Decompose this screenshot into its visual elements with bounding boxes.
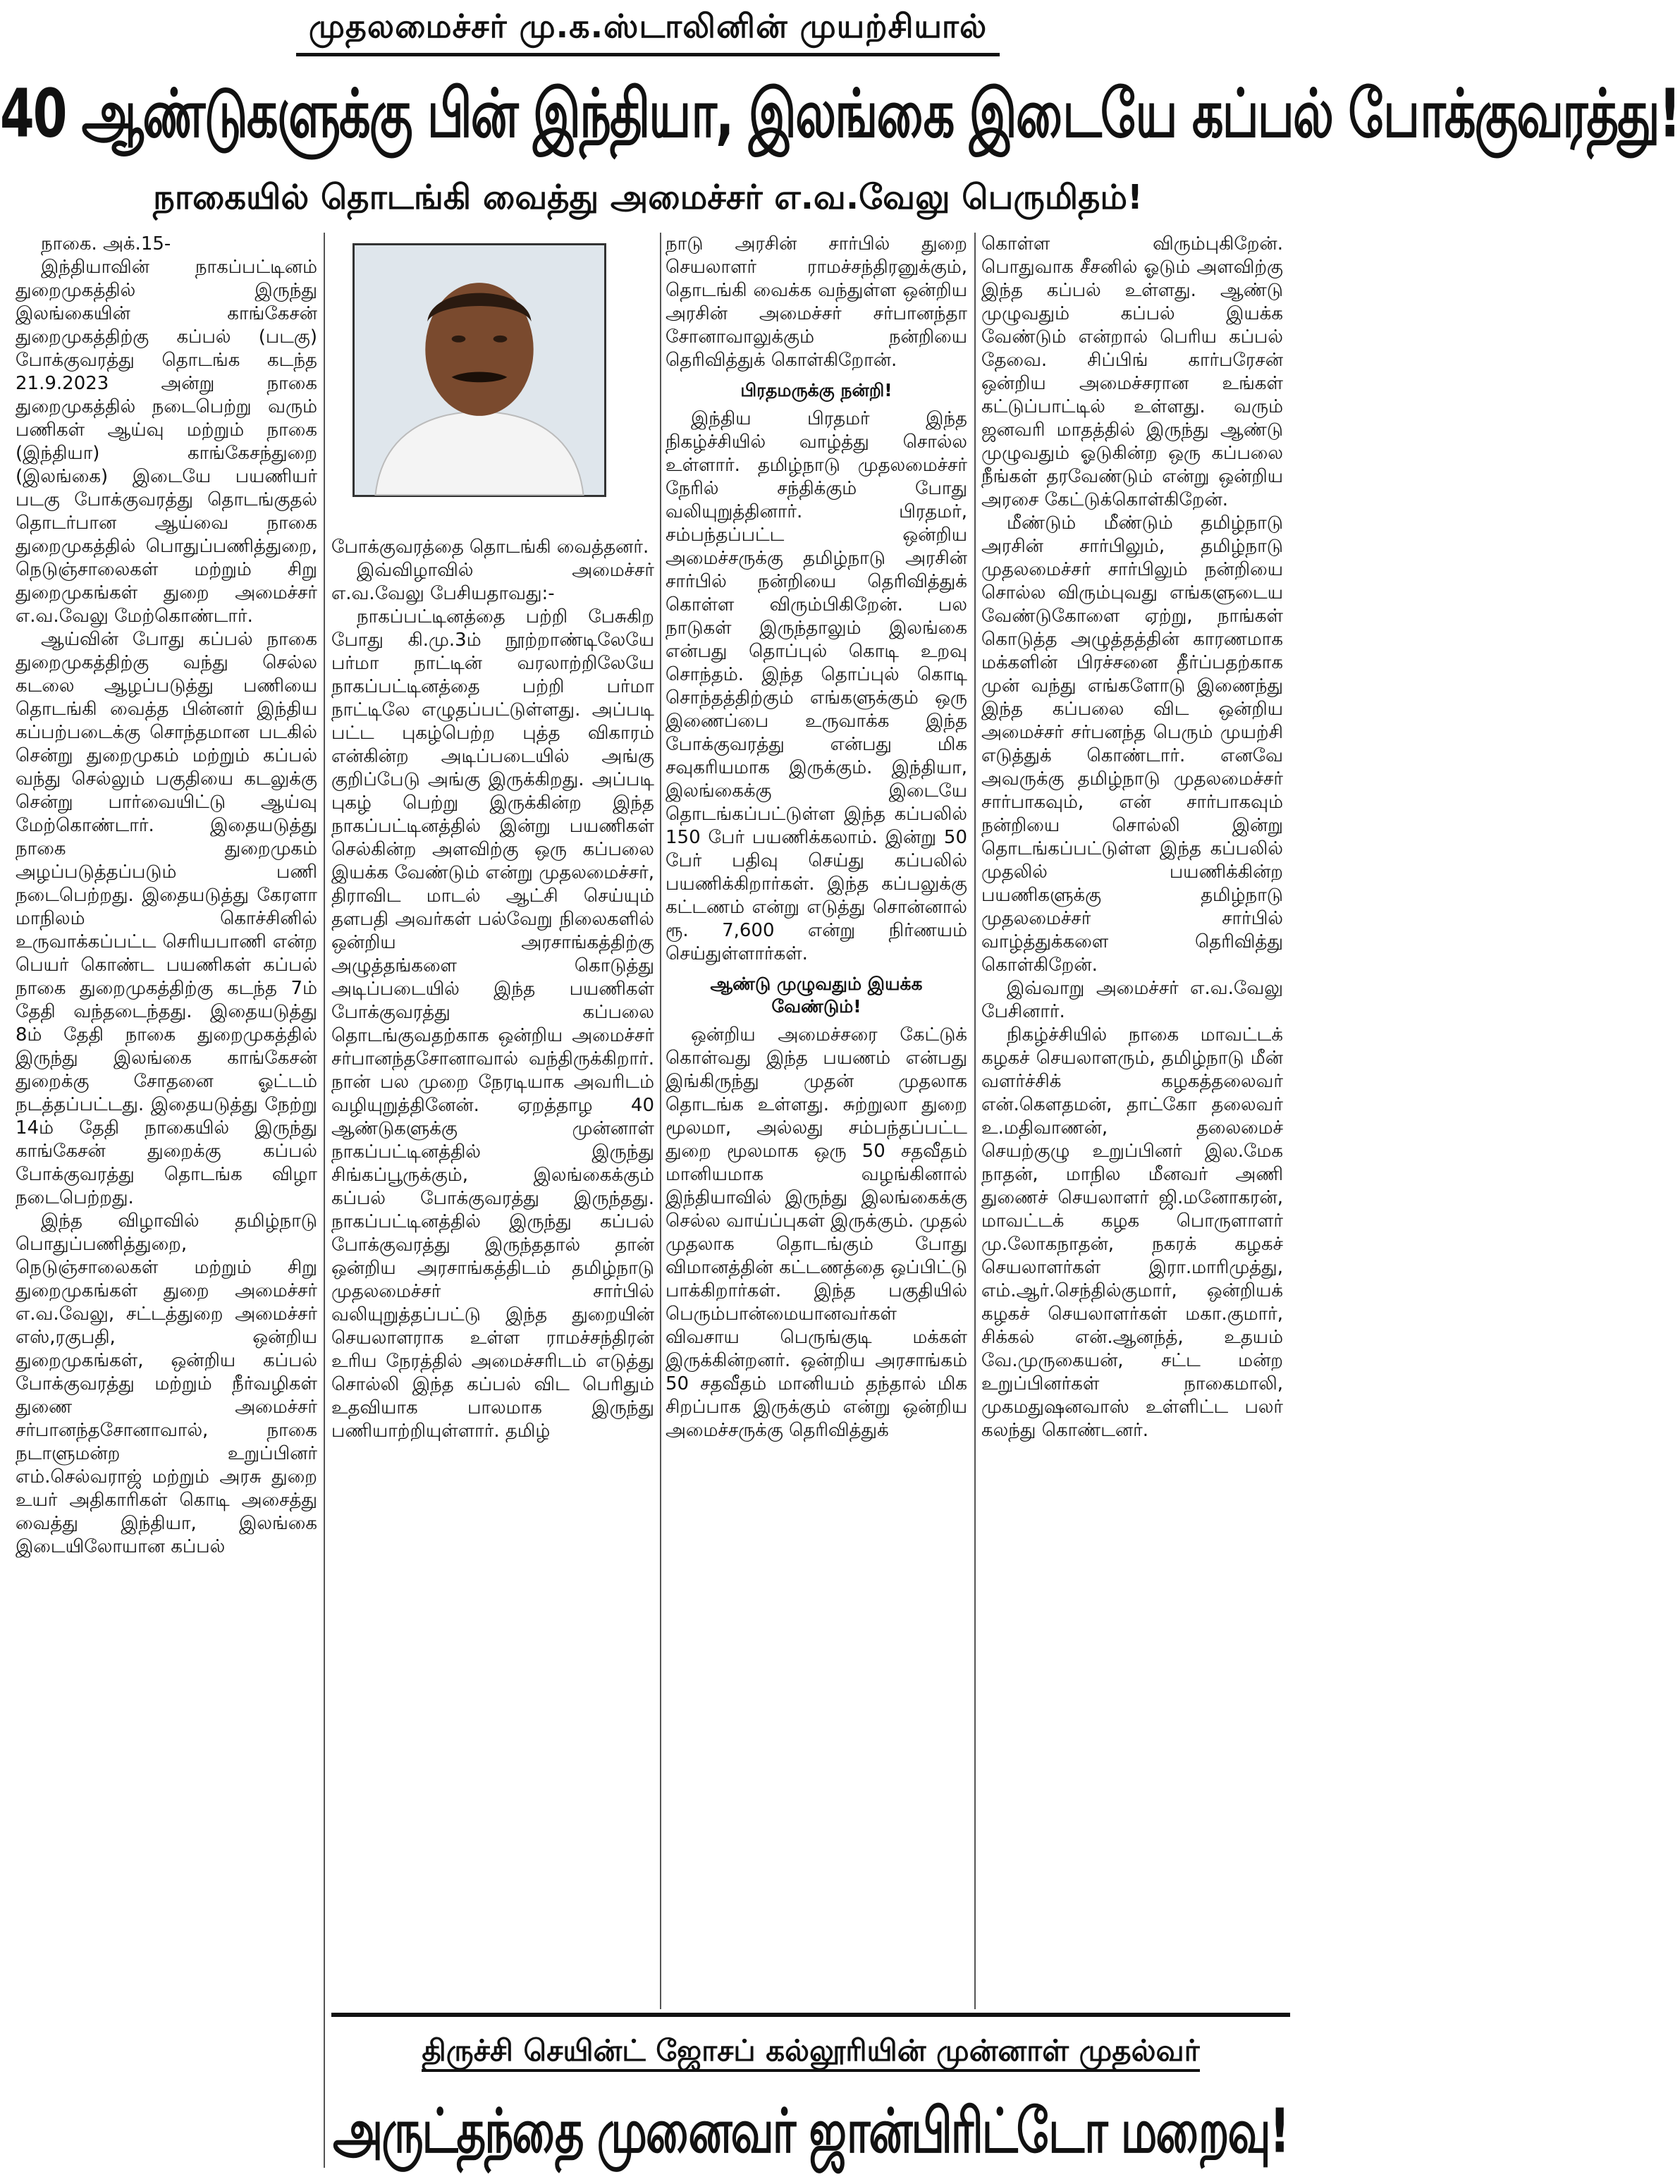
paragraph: கொள்ள விரும்புகிறேன். பொதுவாக சீசனில் ஓடும் அளவிற்கு இந்த கப்பல் உள்ளது. ஆண்டு முழுவதும் கப்பல் இயக்க வேண்டும் என்றால் பெரிய கப்பல் தேவை. சிப்பிங் கார்பரேசன் ஒன்றிய அமைச்சரான உங்கள் கட்டுப்பாட்டில் உள்ளது. வரும் ஜனவரி மாதத்தில் இருந்து ஆண்டு முழுவதும் ஓடுகின்ற ஒரு கப்பலை நீங்கள் தரவேண்டும் என்று ஒன்றிய அரசை கேட்டுக்கொள்கிறேன். [981, 233, 1283, 510]
paragraph: இந்த விழாவில் தமிழ்நாடு பொதுப்பணித்துறை, நெடுஞ்சாலைகள் மற்றும் சிறு துறைமுகங்கள் துறை அமைச்சர் எ.வ.வேலு, சட்டத்துறை அமைச்சர் எஸ்,ரகுபதி, ஒன்றிய துறைமுகங்கள், ஒன்றிய கப்பல் போக்குவரத்து மற்றும் நீர்வழிகள் துணை அமைச்சர் சர்பானந்தசோனாவால், நாகை நடாளுமன்ற உறுப்பினர் எம்.செல்வராஜ் மற்றும் அரசு துறை உயர் அதிகாரிகள் கொடி அசைத்து வைத்து இந்தியா, இலங்கை இடையிலோயான கப்பல் [16, 1210, 317, 1557]
paragraph: மீண்டும் மீண்டும் தமிழ்நாடு அரசின் சார்பிலும், தமிழ்நாடு முதலமைச்சர் சார்பிலும் நன்றியை சொல்ல விரும்புவது எங்களுடைய வேண்டுகோளை ஏற்று, நாங்கள் கொடுத்த அழுத்தத்தின் காரணமாக மக்களின் பிரச்சனை தீர்ப்பதற்காக முன் வந்து எங்களோடு இணைந்து இந்த கப்பலை விட ஒன்றிய அமைச்சர் சர்பனந்த பெரும் முயற்சி எடுத்துக் கொண்டார். எனவே அவருக்கு தமிழ்நாடு முதலமைச்சர் சார்பாகவும், என் சார்பாகவும் நன்றியை சொல்லி இன்று தொடங்கப்பட்டுள்ள இந்த கப்பலில் முதலில் பயணிக்கின்ற பயணிகளுக்கு தமிழ்நாடு முதலமைச்சர் சார்பில் வாழ்த்துக்களை தெரிவித்து கொள்கிறேன். [981, 513, 1283, 976]
column-divider [974, 233, 976, 2009]
paragraph: இவ்வாறு அமைச்சர் எ.வ.வேலு பேசினார். [981, 978, 1283, 1022]
paragraph: ஒன்றிய அமைச்சரை கேட்டுக் கொள்வது இந்த பயணம் என்பது இங்கிருந்து முதன் முதலாக தொடங்க உள்ளது. சுற்றுலா துறை மூலமா, அல்லது சம்பந்தப்பட்ட துறை மூலமாக ஒரு 50 சதவீதம் மானியமாக வழங்கினால் இந்தியாவில் இருந்து இலங்கைக்கு செல்ல வாய்ப்புகள் இருக்கும். முதல் முதலாக தொடங்கும் போது விமானத்தின் கட்டணத்தை ஒப்பிட்டு பாக்கிறார்கள். இந்த பகுதியில் பெரும்பான்மையானவர்கள் விவசாய பெருங்குடி மக்கள் இருக்கின்றனர். ஒன்றிய அரசாங்கம் 50 சதவீதம் மானியம் தந்தால் மிக சிறப்பாக இருக்கும் என்று ஒன்றிய அமைச்சருக்கு தெரிவித்துக் [666, 1024, 967, 1441]
paragraph: இந்திய பிரதமர் இந்த நிகழ்ச்சியில் வாழ்த்து சொல்ல உள்ளார். தமிழ்நாடு முதலமைச்சர் நேரில் சந்திக்கும் போது வலியுறுத்தினார். பிரதமர், சம்பந்தப்பட்ட ஒன்றிய அமைச்சருக்கு தமிழ்நாடு அரசின் சார்பில் நன்றியை தெரிவித்துக் கொள்ள விரும்பிகிறேன். பல நாடுகள் இருந்தாலும் இலங்கை என்பது தொப்புல் கொடி உறவு சொந்தம். இந்த தொப்புல் கொடி சொந்தத்திற்கும் எங்களுக்கும் ஒரு இணைப்பை உருவாக்க இந்த போக்குவரத்து என்பது மிக சவுகரியமாக இருக்கும். இந்தியா, இலங்கைக்கு இடையே தொடங்கப்பட்டுள்ள இந்த கப்பலில் 150 பேர் பயணிக்கலாம். இன்று 50 பேர் பதிவு செய்து கப்பலில் பயணிக்கிறார்கள். இந்த கப்பலுக்கு கட்டணம் என்று எடுத்து சொன்னால் ரூ. 7,600 என்று நிர்ணயம் செய்துள்ளார்கள். [666, 408, 967, 964]
headline: 40 ஆண்டுகளுக்கு பின் இந்தியா, இலங்கை இடையே கப்பல் போக்குவரத்து! [0, 74, 1680, 153]
second-story-headline: அருட்தந்தை முனைவர் ஜான்பிரிட்டோ மறைவு! [333, 2097, 1289, 2167]
dateline: நாகை. அக்.15- [41, 233, 171, 254]
paragraph: நிகழ்ச்சியில் நாகை மாவட்டக் கழகச் செயலாளரும், தமிழ்நாடு மீன் வளர்ச்சிக் கழகத்தலைவர் என்.கௌதமன், தாட்கோ தலைவர் உ.மதிவாணன், தலைமைச் செயற்குழு உறுப்பினர் இல.மேக நாதன், மாநில மீனவர் அணி துணைச் செயலாளர் ஜி.மனோகரன், மாவட்டக் கழக பொருளாளர் மு.லோகநாதன், நகரக் கழகச் செயலாளர்கள் இரா.மாரிமுத்து, எம்.ஆர்.செந்தில்குமார், ஒன்றியக் கழகச் செயலாளர்கள் மகா.குமார், சிக்கல் என்.ஆனந்த், உதயம் வே.முருகையன், சட்ட மன்ற உறுப்பினர்கள் நாகைமாலி, முகமதுஷனவாஸ் உள்ளிட்ட பலர் கலந்து கொண்டனர். [981, 1024, 1283, 1441]
paragraph: நாடு அரசின் சார்பில் துறை செயலாளர் ராமச்சந்திரனுக்கும், தொடங்கி வைக்க வந்துள்ள ஒன்றிய அரசின் அமைச்சர் சர்பானந்தா சோனாவாலுக்கும் நன்றியை தெரிவித்துக் கொள்கிறோன். [666, 233, 967, 371]
paragraph: இந்தியாவின் நாகப்பட்டினம் துறைமுகத்தில் இருந்து இலங்கையின் காங்கேசன் துறைமுகத்திற்கு கப்பல் (படகு) போக்குவரத்து தொடங்க கடந்த 21.9.2023 அன்று நாகை துறைமுகத்தில் நடைபெற்று வரும் பணிகள் ஆய்வு மற்றும் நாகை (இந்தியா) காங்கேசந்துறை (இலங்கை) இடையே பயணியர் படகு போக்குவரத்து தொடங்குதல் தொடர்பான ஆய்வை நாகை துறைமுகத்தில் பொதுப்பணித்துறை, நெடுஞ்சாலைகள் மற்றும் சிறு துறைமுகங்கள் துறை அமைச்சர் எ.வ.வேலு மேற்கொண்டார். [16, 257, 317, 627]
kicker: முதலமைச்சர் மு.க.ஸ்டாலினின் முயற்சியால் [296, 7, 1000, 56]
article-column-3 [666, 233, 967, 2016]
section-subheading: ஆண்டு முழுவதும் இயக்க வேண்டும்! [710, 974, 923, 1017]
paragraph: ஆய்வின் போது கப்பல் நாகை துறைமுகத்திற்கு வந்து செல்ல கடலை ஆழப்படுத்து பணியை தொடங்கி வைத்த பின்னர் இந்திய கப்பற்படைக்கு சொந்தமான படகில் சென்று துறைமுகம் மற்றும் கப்பல் வந்து செல்லும் பகுதியை கடலுக்கு சென்று பார்வையிட்டு ஆய்வு மேற்கொண்டார். இதையடுத்து நாகை துறைமுகம் அழப்படுத்தப்படும் பணி நடைபெற்றது. இதையடுத்து கேரளா மாநிலம் கொச்சினில் உருவாக்கப்பட்ட செரியபாணி என்ற பெயர் கொண்ட பயணிகள் கப்பல் நாகை துறைமுகத்திற்கு கடந்த 7ம் தேதி வந்தடைந்தது. இதையடுத்து 8ம் தேதி நாகை துறைமுகத்தில் இருந்து இலங்கை காங்கேசன் துறைக்கு சோதனை ஓட்டம் நடத்தப்பட்டது. இதையடுத்து நேற்று 14ம் தேதி நாகையில் இருந்து காங்கேசன் துறைக்கு கப்பல் போக்குவரத்து தொடங்க விழா நடைபெற்றது. [16, 629, 317, 1208]
subheadline: நாகையில் தொடங்கி வைத்து அமைச்சர் எ.வ.வேலு பெருமிதம்! [153, 178, 1143, 217]
column-divider [660, 233, 661, 2009]
section-subheading: பிரதமருக்கு நன்றி! [740, 380, 893, 400]
second-story-subhead-wrap [331, 2030, 1290, 2072]
article-column-2 [331, 536, 654, 2006]
article-column-4 [981, 233, 1283, 2016]
paragraph: நாகப்பட்டினத்தை பற்றி பேசுகிற போது கி.மு.3ம் நூற்றாண்டிலேயே பர்மா நாட்டின் வரலாற்றிலேயே நாகப்பட்டினத்தை பற்றி பர்மா நாட்டிலே எழுதப்பட்டுள்ளது. அப்படி பட்ட புகழ்பெற்ற புத்த விகாரம் என்கின்ற அடிப்படையில் அங்கு குறிப்பேடு அங்கு இருக்கிறது. அப்படி புகழ் பெற்று இருக்கின்ற இந்த நாகப்பட்டினத்தில் இன்று பயணிகள் செல்கின்ற அளவிற்கு ஒரு கப்பலை இயக்க வேண்டும் என்று முதலமைச்சர், திராவிட மாடல் ஆட்சி செய்யும் தளபதி அவர்கள் பல்வேறு நிலைகளில் ஒன்றிய அரசாங்கத்திற்கு அழுத்தங்களை கொடுத்து அடிப்படையில் இந்த பயணிகள் போக்குவரத்து கப்பலை தொடங்குவதற்காக ஒன்றிய அமைச்சர் சர்பானந்தசோனாவால் வந்திருக்கிறார். நான் பல முறை நேரடியாக அவரிடம் வழியுறுத்தினேன். ஏறத்தாழ 40 ஆண்டுகளுக்கு முன்னாள் நாகப்பட்டினத்தில் இருந்து சிங்கப்பூருக்கும், இலங்கைக்கும் கப்பல் போக்குவரத்து இருந்தது. நாகப்பட்டினத்தில் இருந்து கப்பல் போக்குவரத்து இருந்ததால் தான் ஒன்றிய அரசாங்கத்திடம் தமிழ்நாடு முதலமைச்சர் சார்பில் வலியுறுத்தப்பட்டு இந்த துறையின் செயலாளராக உள்ள ராமச்சந்திரன் உரிய நேரத்தில் அமைச்சரிடம் எடுத்து சொல்லி இந்த கப்பல் விட பெரிதும் உதவியாக பாலமாக இருந்து பணியாற்றியுள்ளார். தமிழ் [331, 606, 654, 1442]
second-story-subhead: திருச்சி செயின்ட் ஜோசப் கல்லூரியின் முன்னாள் முதல்வர் [422, 2033, 1199, 2072]
paragraph: போக்குவரத்தை தொடங்கி வைத்தனர். [331, 536, 649, 558]
paragraph: இவ்விழாவில் அமைச்சர் எ.வ.வேலு பேசியதாவது:- [331, 560, 654, 604]
portrait-icon [355, 245, 604, 495]
portrait-photo [352, 243, 606, 497]
second-story-box [331, 2013, 1290, 2168]
article-column-1 [16, 233, 317, 2168]
column-divider [324, 233, 325, 2168]
